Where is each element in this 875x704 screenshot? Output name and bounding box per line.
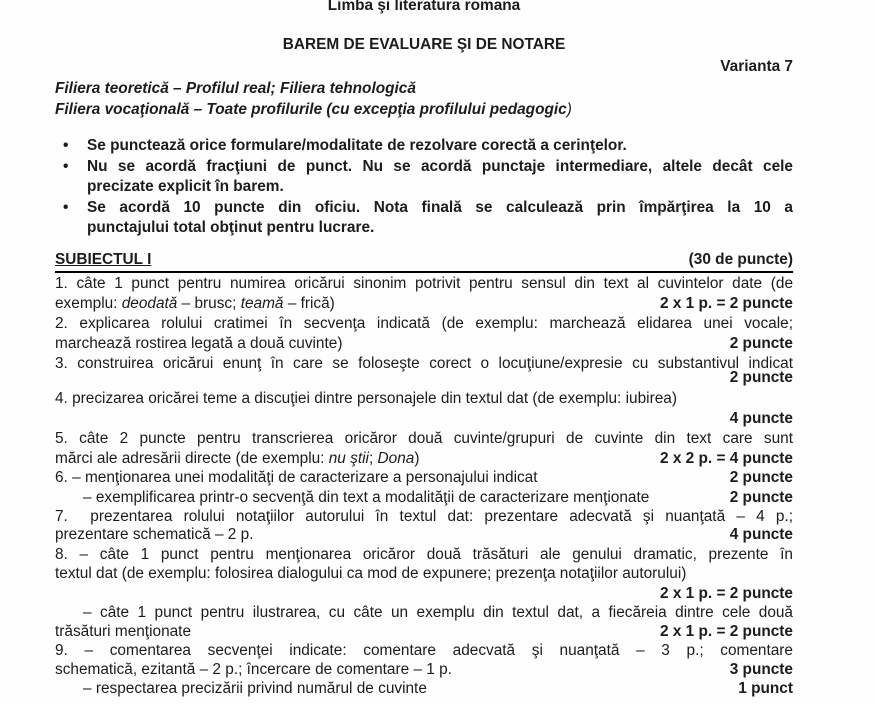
- item-6-line-1: [55, 468, 793, 488]
- rule-3-line-2: [55, 218, 793, 238]
- item-5-line-1: 5. câte 2 puncte pentru transcrierea oricăror două cuvinte/grupuri de cuvinte din text care sunt: [55, 430, 793, 447]
- item-8-points-2: 2 x 1 p. = 2 puncte: [659, 623, 793, 640]
- item-9-line-2: [55, 660, 793, 680]
- filiera-line-2-paren: ): [566, 101, 572, 118]
- item-1-line-1: 1. câte 1 punct pentru numirea oricărui sinonim potrivit pentru sensul din text al cuvintelor date (de: [55, 275, 793, 292]
- variant-label: Varianta 7: [720, 58, 793, 75]
- bullet-icon: •: [63, 137, 69, 154]
- rule-2-text-2: precizate explicit în barem.: [87, 178, 284, 195]
- bullet-icon: •: [63, 158, 69, 175]
- item-7-points: 4 puncte: [729, 526, 793, 543]
- filiera-line-2: [55, 100, 793, 120]
- item-9-points-1: 3 puncte: [729, 661, 793, 678]
- item-5-line-2-text: mărci ale adresării directe (de exemplu: nu ştii; Dona): [55, 450, 420, 467]
- item-1-line-2-text: exemplu: deodată – brusc; teamă – frică): [55, 295, 335, 312]
- item-6-line-2-text: – exemplificarea printr-o secvenţă din text a modalităţii de caracterizare menţionate: [83, 489, 650, 506]
- item-7-line-2-text: prezentare schematică – 2 p.: [55, 526, 254, 543]
- rule-3-line-1: [55, 198, 793, 218]
- item-8-line-3: – câte 1 punct pentru ilustrarea, cu câte un exemplu din textul dat, a fiecăreia dintre cele două: [83, 604, 793, 621]
- item-7-line-2: [55, 525, 793, 545]
- example-word-italic: teamă: [240, 295, 284, 312]
- filiera-line-1: Filiera teoretică – Profilul real; Filiera tehnologică: [55, 80, 416, 97]
- item-9-line-3: [55, 679, 793, 699]
- item-9-line-1: 9. – comentarea secvenţei indicate: comentare adecvată şi nuanţată – 3 p.; comentare: [55, 642, 793, 659]
- item-4-line-1: 4. precizarea oricărei teme a discuţiei dintre personajele din textul dat (de exemplu: iubirea): [55, 390, 677, 407]
- item-9-points-2: 1 punct: [738, 680, 793, 697]
- rule-2-text-1: Nu se acordă fracţiuni de punct. Nu se acordă punctaje intermediare, altele decât cele: [87, 158, 793, 175]
- item-5-points: 2 x 2 p. = 4 puncte: [659, 450, 793, 467]
- item-9-line-2-text: schematică, ezitantă – 2 p.; încercare de comentare – 1 p.: [55, 661, 452, 678]
- item-1-points: 2 x 1 p. = 2 puncte: [659, 295, 793, 312]
- item-6-points-2: 2 puncte: [729, 489, 793, 506]
- rule-1-text: Se punctează orice formulare/modalitate de rezolvare corectă a cerinţelor.: [87, 137, 627, 154]
- item-8-line-4-text: trăsături menţionate: [55, 623, 192, 640]
- item-3-line-1: 3. construirea oricărui enunţ în care se foloseşte corect o locuţiune/expresie cu substantivul indicat: [55, 355, 793, 372]
- course-title: Limba şi literatura romana: [327, 0, 521, 14]
- item-2-line-2: [55, 334, 793, 354]
- section-points: (30 de puncte): [688, 251, 793, 268]
- item-8-line-4: [55, 622, 793, 642]
- item-2-line-1: 2. explicarea rolului cratimei în secvenţa indicată (de exemplu: marchează elidarea unei vocale;: [55, 315, 793, 332]
- rule-1: [55, 136, 793, 156]
- item-3-points: 2 puncte: [729, 369, 793, 386]
- item-5-line-2: [55, 449, 793, 469]
- bullet-icon: •: [63, 199, 69, 216]
- example-word-italic: Dona: [377, 450, 415, 467]
- rule-3-text-1: Se acordă 10 puncte din oficiu. Nota finală se calculează prin împărţirea la 10 a: [87, 199, 793, 216]
- item-6-points-1: 2 puncte: [729, 469, 793, 486]
- item-9-line-3-text: – respectarea precizării privind numărul de cuvinte: [83, 680, 427, 697]
- section-header: [55, 250, 793, 273]
- rule-2-line-2: [55, 177, 793, 197]
- item-2-points: 2 puncte: [729, 335, 793, 352]
- item-4-points: 4 puncte: [729, 410, 793, 427]
- item-8-line-1: 8. – câte 1 punct pentru menţionarea oricăror două trăsături ale genului dramatic, prezente în: [55, 546, 793, 563]
- item-6-line-1-text: 6. – menţionarea unei modalităţi de caracterizare a personajului indicat: [55, 469, 538, 486]
- example-word-italic: nu ştii: [328, 450, 369, 467]
- item-6-line-2: [55, 488, 793, 508]
- filiera-line-2-text: Filiera vocaţională – Toate profilurile (cu excepţia profilului pedagogic: [55, 101, 567, 118]
- item-1-line-2: [55, 294, 793, 314]
- rule-2-line-1: [55, 157, 793, 177]
- example-word-italic: deodată: [121, 295, 178, 312]
- item-2-line-2-text: marchează rostirea legată a două cuvinte): [55, 335, 343, 352]
- rule-3-text-2: punctajului total obţinut pentru lucrare.: [87, 219, 375, 236]
- page-title: BAREM DE EVALUARE ŞI DE NOTARE: [282, 36, 566, 53]
- item-8-line-2: textul dat (de exemplu: folosirea dialogului ca mod de expunere; prezenţa notaţiilor autorului): [55, 565, 687, 582]
- item-8-points-1: 2 x 1 p. = 2 puncte: [659, 585, 793, 602]
- item-7-line-1: 7. prezentarea rolului notaţiilor autorului în textul dat: prezentare adecvată şi nuanţată – 4 p.;: [55, 508, 793, 525]
- section-title: SUBIECTUL I: [55, 251, 152, 268]
